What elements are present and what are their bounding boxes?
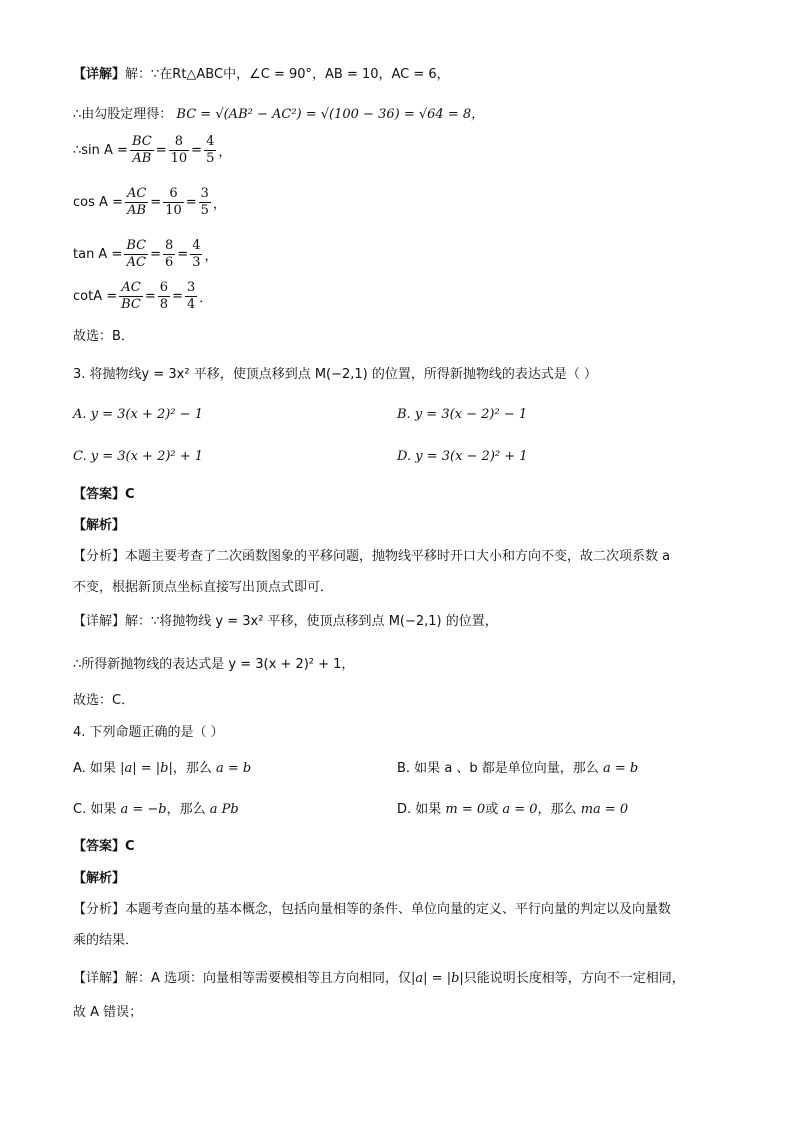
sin-prefix: ∴sin A = <box>73 143 128 158</box>
option-prefix: B. 如果 <box>397 761 441 776</box>
denominator: 6 <box>165 255 174 270</box>
q4-option-c <box>73 801 239 819</box>
numerator: 8 <box>165 238 174 253</box>
denominator: AB <box>127 203 147 218</box>
option-math: m = 0 <box>445 802 486 817</box>
numerator: 3 <box>200 186 209 201</box>
denominator: AC <box>126 255 146 270</box>
pythagoras-line <box>73 106 484 124</box>
numerator: 3 <box>186 280 196 295</box>
fraction <box>169 134 190 167</box>
option-mid: a 、b 都是单位向量，那么 <box>444 761 599 776</box>
numerator: BC <box>131 134 152 149</box>
q3-option-c: C. y = 3(x + 2)² + 1 <box>73 449 204 464</box>
fraction <box>163 186 184 219</box>
numerator: 4 <box>206 134 215 149</box>
pythagoras-math: BC = √(AB² − AC²) = √(100 − 36) = √64 = 8， <box>176 107 485 122</box>
option-mid: 或 <box>485 802 499 817</box>
detail-suffix: 只能说明长度相等，方向不一定相同， <box>463 971 685 986</box>
denominator: 10 <box>165 203 182 218</box>
q3-fenxi-1: 【分析】本题主要考查了二次函数图象的平移问题，抛物线平移时开口大小和方向不变，故二次项系数 a <box>73 549 671 564</box>
numerator: 4 <box>192 238 201 253</box>
q4-option-d <box>397 801 628 819</box>
option-math: a = −b <box>120 802 167 817</box>
question-3: 3. 将抛物线y = 3x² 平移，使顶点移到点 M(−2,1) 的位置，所得新抛物线的表达式是（ ） <box>73 367 598 382</box>
numerator: 6 <box>163 186 184 203</box>
option-mid: ，那么 <box>166 802 206 817</box>
option-mid: ，那么 <box>537 802 577 817</box>
fraction <box>124 238 148 271</box>
detail-prefix: 【详解】解：A 选项：向量相等需要模相等且方向相同，仅 <box>73 971 412 986</box>
fraction <box>185 280 197 313</box>
q3-analysis-tag: 【解析】 <box>73 518 126 533</box>
tan-prefix: tan A = <box>73 247 123 262</box>
fraction <box>204 134 216 167</box>
option-math: ma = 0 <box>580 802 629 817</box>
q3-option-a: A. y = 3(x + 2)² − 1 <box>73 407 203 422</box>
denominator: BC <box>121 297 141 312</box>
choice-line: 故选：B． <box>73 329 134 344</box>
fraction <box>125 186 148 219</box>
q4-detail-1 <box>73 970 685 988</box>
denominator: AB <box>132 151 152 166</box>
option-mid: ，那么 <box>172 761 212 776</box>
q3-choice: 故选：C． <box>73 693 135 708</box>
q4-fenxi-1: 【分析】本题考查向量的基本概念，包括向量相等的条件、单位向量的定义、平行向量的判定以及向量数 <box>73 902 672 917</box>
q3-option-d: D. y = 3(x − 2)² + 1 <box>397 449 528 464</box>
denominator: 3 <box>192 255 201 270</box>
fraction <box>119 280 143 313</box>
option-math: a Pb <box>209 802 239 817</box>
option-math: a = b <box>602 761 639 776</box>
q4-option-b <box>397 760 638 778</box>
q4-option-a <box>73 760 251 778</box>
detail-tag: 【详解】 <box>73 67 126 82</box>
option-prefix: A. 如果 <box>73 761 116 776</box>
cot-line: cotA = $\frac{AC}{BC}$ = $\frac{6}{8}$ = $\frac{3}{4}$ ． <box>73 280 213 312</box>
cos-line: cos A = $\frac{AC}{AB}$ = $\frac{6}{10}$ = $\frac{3}{5}$ ， <box>73 186 226 218</box>
detail-text: 解：∵在Rt△ABC中，∠C = 90°，AB = 10，AC = 6， <box>125 67 450 82</box>
q4-fenxi-2: 乘的结果． <box>73 933 139 948</box>
cot-prefix: cotA = <box>73 289 118 304</box>
q4-answer: 【答案】C <box>73 839 135 854</box>
detail-math: |a| = |b| <box>411 971 464 986</box>
numerator: BC <box>126 238 147 253</box>
denominator: 8 <box>159 297 169 312</box>
fraction <box>130 134 154 167</box>
q3-fenxi-2: 不变，根据新顶点坐标直接写出顶点式即可． <box>73 580 334 595</box>
option-math: a = 0 <box>502 802 538 817</box>
pythagoras-prefix: ∴由勾股定理得： <box>73 107 173 122</box>
denominator: 4 <box>186 297 196 312</box>
option-prefix: D. 如果 <box>397 802 442 817</box>
denominator: 5 <box>206 151 215 166</box>
q4-detail-2: 故 A 错误； <box>73 1005 143 1020</box>
tan-line: tan A = $\frac{BC}{AC}$ = $\frac{8}{6}$ = $\frac{4}{3}$ ， <box>73 238 218 270</box>
q3-detail-2: ∴所得新抛物线的表达式是 y = 3(x + 2)² + 1， <box>73 657 355 672</box>
fraction <box>158 280 170 313</box>
numerator: 8 <box>169 134 190 151</box>
fraction <box>199 186 211 219</box>
cos-prefix: cos A = <box>73 195 123 210</box>
option-math: |a| = |b| <box>120 761 173 776</box>
question-4: 4. 下列命题正确的是（ ） <box>73 725 224 740</box>
denominator: 5 <box>200 203 209 218</box>
q3-detail-1: 【详解】解：∵将抛物线 y = 3x² 平移，使顶点移到点 M(−2,1) 的位置， <box>73 614 498 629</box>
fraction <box>190 238 202 271</box>
q3-option-b: B. y = 3(x − 2)² − 1 <box>397 407 528 422</box>
sin-line: ∴sin A = $\frac{BC}{AB}$ = $\frac{8}{10}$ = $\frac{4}{5}$ ， <box>73 134 232 166</box>
numerator: 6 <box>159 280 169 295</box>
detail-line-1 <box>73 66 450 84</box>
numerator: AC <box>119 280 143 297</box>
option-prefix: C. 如果 <box>73 802 117 817</box>
fraction <box>163 238 175 271</box>
q3-answer: 【答案】C <box>73 487 135 502</box>
option-math: a = b <box>215 761 252 776</box>
denominator: 10 <box>170 151 188 166</box>
q4-analysis-tag: 【解析】 <box>73 871 126 886</box>
numerator: AC <box>126 186 147 201</box>
